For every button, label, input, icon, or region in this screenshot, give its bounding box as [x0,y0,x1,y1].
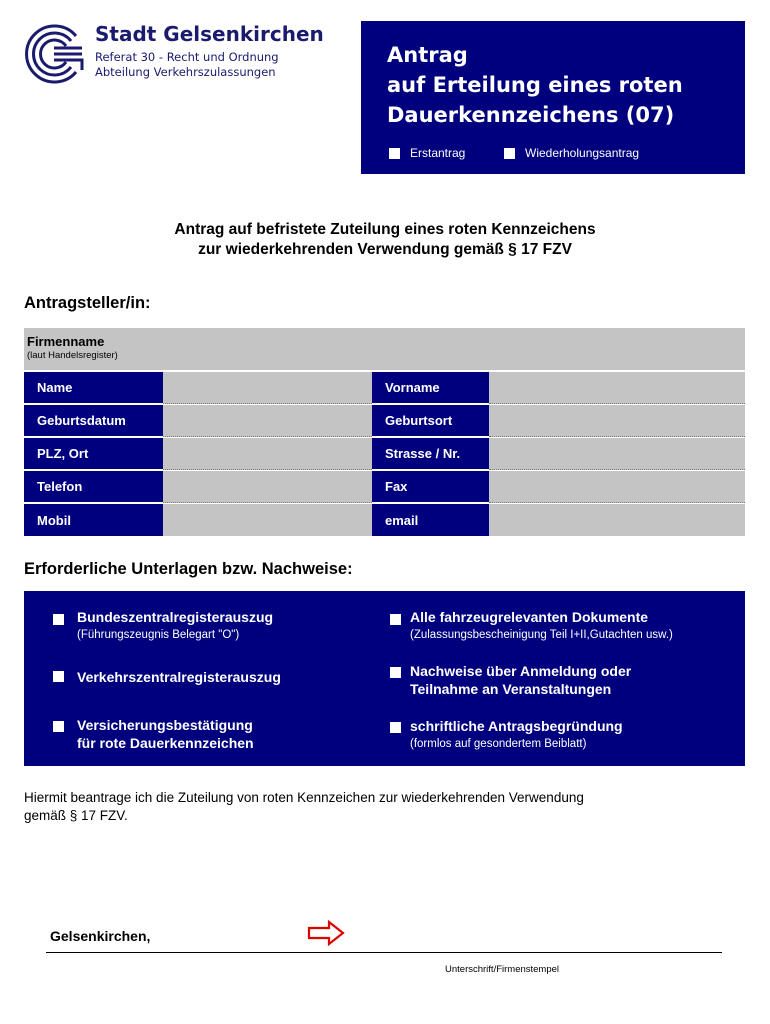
checkbox-square-icon[interactable] [390,614,401,625]
form-title-line: Dauerkennzeichens (07) [387,103,675,127]
form-title-line: auf Erteilung eines roten [387,73,683,97]
checkbox-label: Erstantrag [410,146,466,160]
strasse-field[interactable] [489,438,745,470]
checkbox-square-icon[interactable] [504,148,515,159]
name-field[interactable] [163,372,372,404]
vorname-field[interactable] [489,372,745,404]
form-title [387,40,683,130]
checkbox-square-icon[interactable] [53,721,64,732]
checkbox-wiederholungsantrag[interactable] [504,146,639,160]
geburtsdatum-field[interactable] [163,405,372,437]
checkbox-label: Wiederholungsantrag [525,146,640,160]
declaration-line: gemäß § 17 FZV. [24,808,128,823]
doc-title: Verkehrszentralregisterauszug [77,669,281,685]
subtitle-line: Antrag auf befristete Zuteilung eines roten Kennzeichens [174,221,596,238]
doc-title: Alle fahrzeugrelevanten Dokumente [410,609,649,625]
doc-title: Nachweise über Anmeldung oder [410,663,632,679]
doc-title-line2: Teilnahme an Veranstaltungen [410,681,612,697]
doc-note: (Zulassungsbescheinigung Teil I+II,Gutachten usw.) [410,629,673,641]
department [95,50,279,80]
firm-label-cell [24,328,163,370]
form-subtitle [0,220,770,260]
doc-note: (formlos auf gesondertem Beiblatt) [410,738,587,750]
geburtsort-field[interactable] [489,405,745,437]
telefon-field[interactable] [163,471,372,503]
signature-city: Gelsenkirchen, [50,928,151,944]
label-email: email [372,504,489,536]
checkbox-square-icon[interactable] [389,148,400,159]
label-fax: Fax [372,471,489,502]
label-strasse: Strasse / Nr. [372,438,489,469]
fax-field[interactable] [489,471,745,503]
checkbox-square-icon[interactable] [390,722,401,733]
applicant-heading: Antragsteller/in: [24,294,151,312]
label-telefon: Telefon [24,471,163,502]
applicant-table [24,372,745,536]
checkbox-square-icon[interactable] [53,614,64,625]
doc-title: Versicherungsbestätigung [77,717,253,733]
label-vorname: Vorname [372,372,489,403]
label-geburtsort: Geburtsort [372,405,489,436]
documents-heading: Erforderliche Unterlagen bzw. Nachweise: [24,560,353,578]
declaration-line: Hiermit beantrage ich die Zuteilung von roten Kennzeichen zur wiederkehrenden Verwendung [24,790,584,805]
firm-label: Firmenname [27,334,105,349]
firm-note: (laut Handelsregister) [27,350,118,361]
checkbox-erstantrag[interactable] [389,146,465,160]
title-box [361,21,745,174]
plz-ort-field[interactable] [163,438,372,470]
doc-title-line2: für rote Dauerkennzeichen [77,735,254,751]
doc-note: (Führungszeugnis Belegart "O") [77,629,240,641]
declaration-text [24,789,584,825]
label-name: Name [24,372,163,403]
city-logo-icon [22,22,86,86]
checkbox-square-icon[interactable] [390,667,401,678]
label-plz-ort: PLZ, Ort [24,438,163,469]
org-name: Stadt Gelsenkirchen [95,22,324,46]
right-arrow-icon [307,920,345,946]
subtitle-line: zur wiederkehrenden Verwendung gemäß § 17 FZV [198,241,572,258]
mobil-field[interactable] [163,504,372,536]
label-geburtsdatum: Geburtsdatum [24,405,163,436]
email-field[interactable] [489,504,745,536]
form-title-line: Antrag [387,43,468,67]
signature-label: Unterschrift/Firmenstempel [445,964,560,975]
department-line: Referat 30 - Recht und Ordnung [95,50,279,64]
signature-line[interactable] [46,952,722,953]
doc-title: schriftliche Antragsbegründung [410,718,623,734]
department-line: Abteilung Verkehrszulassungen [95,65,276,79]
documents-box [24,591,745,766]
checkbox-square-icon[interactable] [53,671,64,682]
doc-title: Bundeszentralregisterauszug [77,609,274,625]
label-mobil: Mobil [24,504,163,536]
